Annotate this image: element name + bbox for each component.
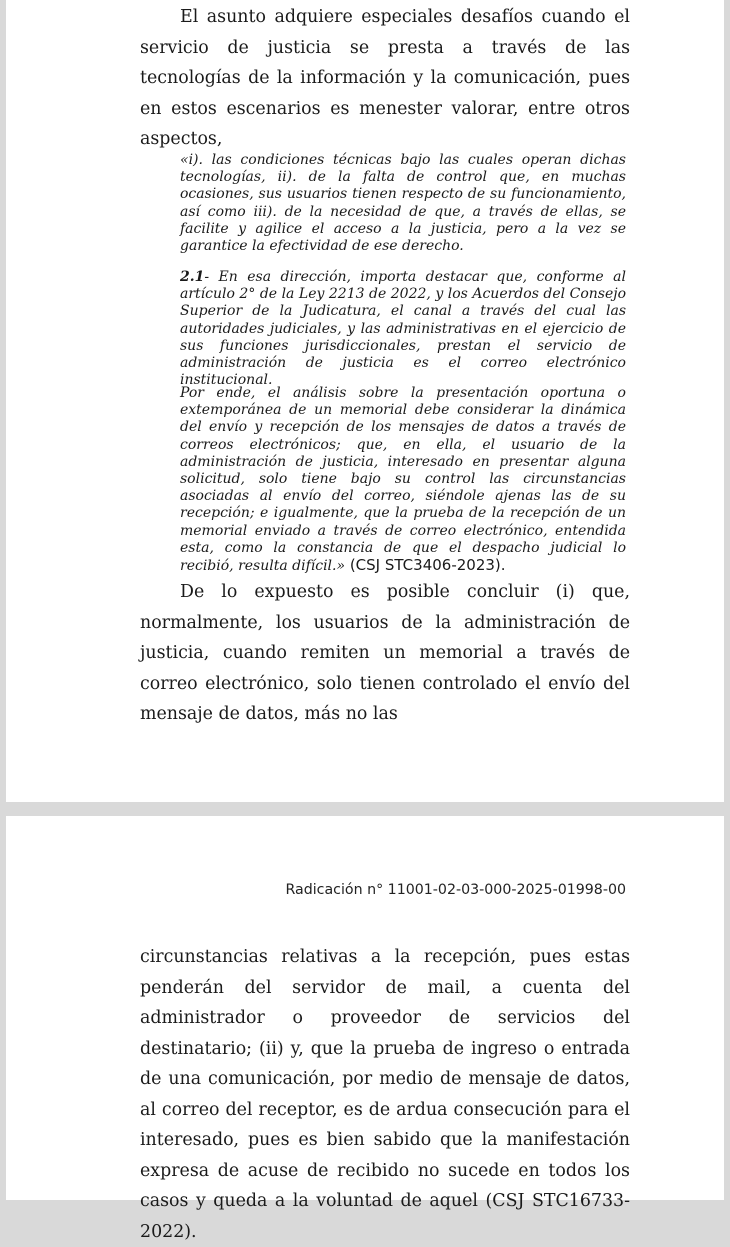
block-quote-2-text: - En esa dirección, importa destacar que, conforme al artículo 2° de la Ley 2213 de 2022, y los Acuerdos del Consejo Superior de la Judicatura, el canal a través del cual las autoridades judiciales, y las administrativas en el ejercicio de sus funciones jurisdiccionales, prestan el servicio de administración de justicia es el correo electrónico institucional. <box>180 269 626 389</box>
section-number: 2.1 <box>180 269 205 285</box>
paragraph-intro: El asunto adquiere especiales desafíos cuando el servicio de justicia se presta a través de las tecnologías de la información y la comunicación, pues en estos escenarios es menester valorar, entre otros aspectos, <box>140 7 630 149</box>
paragraph-conclusion: De lo expuesto es posible concluir (i) que, normalmente, los usuarios de la administración de justicia, cuando remiten un memorial a través de correo electrónico, solo tienen controlado el envío del mensaje de datos, más no las <box>140 582 630 724</box>
document-page-2 <box>6 816 724 1242</box>
case-number-header: Radicación n° 11001-02-03-000-2025-01998-00 <box>285 882 626 898</box>
paragraph-continuation: circunstancias relativas a la recepción, pues estas penderán del servidor de mail, a cuenta del administrador o proveedor de servicios del destinatario; (ii) y, que la prueba de ingreso o entrada de una comunicación, por medio de mensaje de datos, al correo del receptor, es de ardua consecución para el interesado, pues es bien sabido que la manifestación expresa de acuse de recibido no sucede en todos los casos y queda a la voluntad de aquel (CSJ STC16733-2022). <box>140 947 630 1242</box>
block-quote-1: «i). las condiciones técnicas bajo las cuales operan dichas tecnologías, ii). de la falta de control que, en muchas ocasiones, sus usuarios tienen respecto de su funcionamiento, así como iii). de la necesidad de que, a través de ellas, se facilite y agilice el acceso a la justicia, pero a la vez se garantice la efectividad de ese derecho. <box>180 152 626 255</box>
block-quote-3 <box>180 385 626 575</box>
block-quote-2 <box>180 269 626 389</box>
document-page-1 <box>6 0 724 802</box>
block-quote-3-text: Por ende, el análisis sobre la presentación oportuna o extemporánea de un memorial debe considerar la dinámica del envío y recepción de los mensajes de datos a través de correos electrónicos; que, en ella, el usuario de la administración de justicia, interesado en presentar alguna solicitud, solo tiene bajo su control las circunstancias asociadas al envío del correo, siéndole ajenas las de su recepción; e igualmente, que la prueba de la recepción de un memorial enviado a través de correo electrónico, entendida esta, como la constancia de que el despacho judicial lo recibió, resulta difícil.» <box>180 385 626 575</box>
citation: (CSJ STC3406-2023). <box>345 556 506 575</box>
